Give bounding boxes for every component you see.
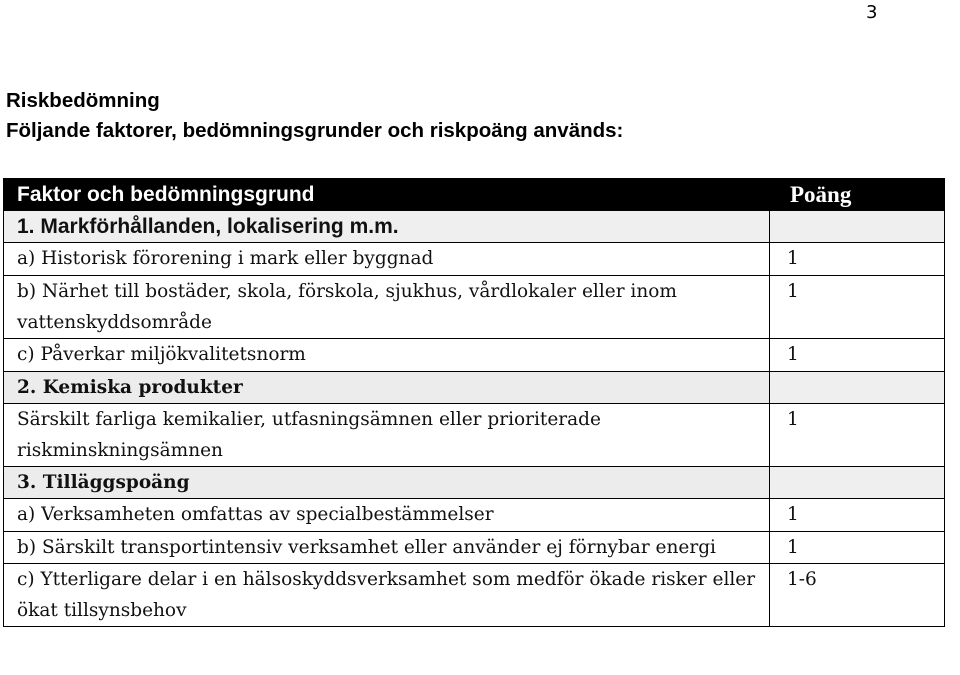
points-cell: 1 xyxy=(770,532,945,564)
table-row xyxy=(4,499,945,532)
points-cell: 1 xyxy=(770,404,945,467)
section-title-cell: 2. Kemiska produkter xyxy=(4,372,770,404)
factor-cell: b) Närhet till bostäder, skola, förskola, sjukhus, vårdlokaler eller inom vattenskyddsområde xyxy=(4,276,770,339)
table-row xyxy=(4,564,945,627)
heading-block xyxy=(6,86,623,146)
section-title-cell: 3. Tilläggspoäng xyxy=(4,467,770,499)
table-row xyxy=(4,404,945,467)
section-row xyxy=(4,372,945,404)
section-title: Riskbedömning xyxy=(6,89,160,112)
section-points-cell xyxy=(770,372,945,404)
factor-cell: c) Ytterligare delar i en hälsoskyddsverksamhet som medför ökade risker eller ökat tillsynsbehov xyxy=(4,564,770,627)
factor-cell: b) Särskilt transportintensiv verksamhet eller använder ej förnybar energi xyxy=(4,532,770,564)
points-cell: 1 xyxy=(770,243,945,276)
section-points-cell xyxy=(770,467,945,499)
section-title-cell: 1. Markförhållanden, lokalisering m.m. xyxy=(4,211,770,243)
points-cell: 1 xyxy=(770,276,945,339)
factor-cell: c) Påverkar miljökvalitetsnorm xyxy=(4,339,770,372)
table-row xyxy=(4,532,945,564)
factor-cell: Särskilt farliga kemikalier, utfasningsämnen eller prioriterade riskminskningsämnen xyxy=(4,404,770,467)
section-row xyxy=(4,211,945,243)
factor-cell: a) Historisk förorening i mark eller byggnad xyxy=(4,243,770,276)
table-row xyxy=(4,276,945,339)
points-cell: 1 xyxy=(770,499,945,532)
section-row xyxy=(4,467,945,499)
table-row xyxy=(4,243,945,276)
factor-cell: a) Verksamheten omfattas av specialbestämmelser xyxy=(4,499,770,532)
points-cell: 1 xyxy=(770,339,945,372)
header-points: Poäng xyxy=(770,179,945,211)
page-number: 3 xyxy=(866,2,878,23)
risk-assessment-table xyxy=(3,178,945,627)
table-row xyxy=(4,339,945,372)
table-header-row xyxy=(4,179,945,211)
section-points-cell xyxy=(770,211,945,243)
header-factor: Faktor och bedömningsgrund xyxy=(4,179,770,211)
points-cell: 1-6 xyxy=(770,564,945,627)
section-subtitle: Följande faktorer, bedömningsgrunder och riskpoäng används: xyxy=(6,119,624,142)
